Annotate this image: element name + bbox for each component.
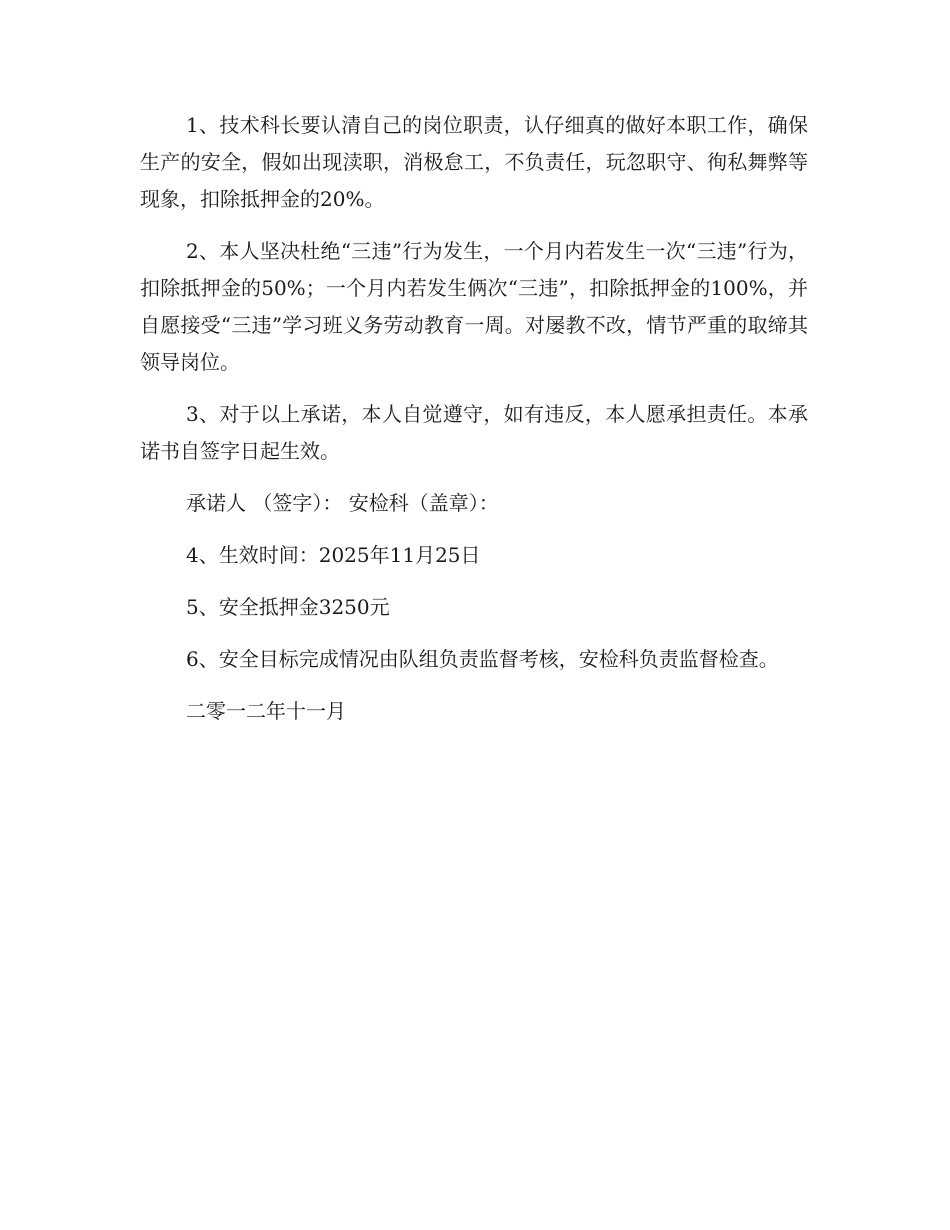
clause-1-paragraph: 1、技术科长要认清自己的岗位职责，认仔细真的做好本职工作，确保生产的安全，假如出现渎职，消极怠工，不负责任，玩忽职守、徇私舞弊等现象，扣除抵押金的20%。 [140,113,808,211]
effective-date-paragraph: 4、生效时间：2025年11月25日 [186,543,481,567]
document-date: 二零一二年十一月 [186,699,346,723]
clause-3-paragraph: 3、对于以上承诺，本人自觉遵守，如有违反，本人愿承担责任。本承诺书自签字日起生效。 [140,402,808,463]
document-body [140,107,808,745]
clause-2-paragraph: 2、本人坚决杜绝“三违”行为发生，一个月内若发生一次“三违”行为，扣除抵押金的50%；一个月内若发生俩次“三违”，扣除抵押金的100%，并自愿接受“三违”学习班义务劳动教育一周。对屡教不改，情节严重的取缔其领导岗位。 [140,239,808,374]
supervision-paragraph: 6、安全目标完成情况由队组负责监督考核，安检科负责监督检查。 [186,647,779,671]
signature-line: 承诺人 （签字）： 安检科（盖章）： [186,491,499,515]
deposit-amount-paragraph: 5、安全抵押金3250元 [186,595,390,619]
